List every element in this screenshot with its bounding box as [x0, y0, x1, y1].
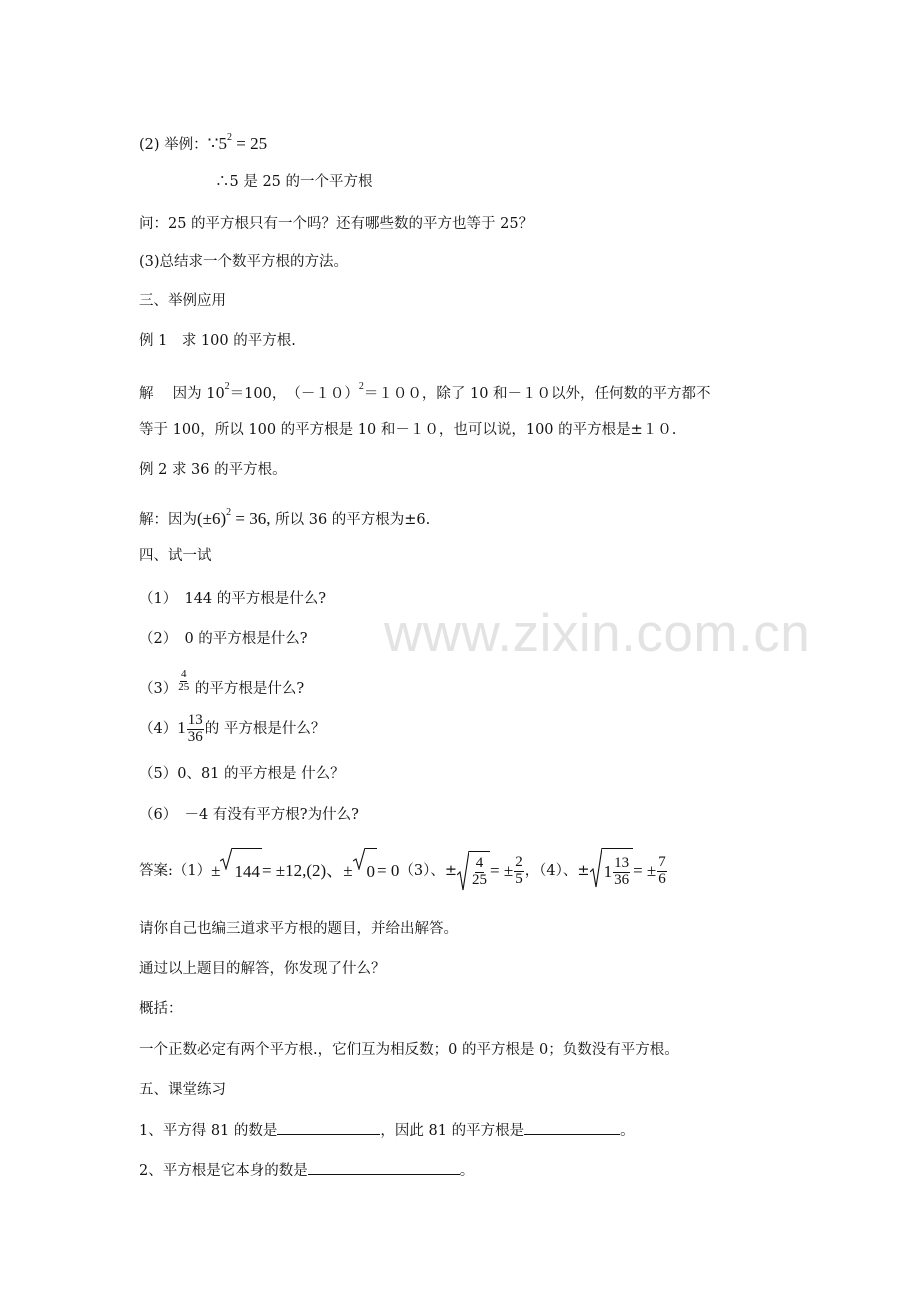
fraction-numerator: 7	[658, 853, 666, 870]
sol-part-2: ＝100， （－１０）	[229, 386, 359, 402]
exponent: 2	[226, 132, 232, 143]
radical-sign-icon	[590, 848, 602, 888]
ex2-sol-suffix: 所以 36 的平方根为±6.	[270, 512, 431, 528]
question-line: 问：25 的平方根只有一个吗？还有哪些数的平方也等于 25？	[139, 216, 534, 232]
answer-4-value	[657, 855, 667, 888]
fraction-denominator: 36	[614, 871, 630, 888]
radicand-fraction	[613, 856, 630, 889]
answer-part-4: ，（4）、±	[524, 863, 590, 879]
answer-eq-3: = ±	[490, 861, 514, 880]
practice-1	[139, 1120, 635, 1141]
sol-sup-2: 2	[358, 381, 364, 392]
fraction-denominator: 25	[472, 871, 488, 888]
section-3-title: 三、举例应用	[139, 293, 226, 309]
practice-1-text-c: 。	[620, 1123, 635, 1139]
ex2-sol-prefix: 解：因为	[139, 512, 197, 528]
exercise-4-whole: 1	[177, 718, 186, 737]
exercise-1: （1） 144 的平方根是什么?	[139, 591, 327, 607]
answer-eq-2: = 0	[377, 861, 400, 880]
sqrt-1-13-36	[590, 848, 634, 894]
practice-2-text-b: 。	[459, 1163, 475, 1179]
answer-eq-1: = ±12,(2)、±	[261, 861, 353, 880]
fraction-numerator: 4	[475, 854, 484, 871]
exercise-5: （5）0、81 的平方根是 什么？	[139, 766, 345, 782]
generalize-title: 概括：	[139, 1001, 183, 1017]
radical-sign-icon	[457, 851, 469, 891]
exercise-3-label: （3）	[139, 681, 178, 697]
example-2-title: 例 2 求 36 的平方根。	[139, 462, 287, 478]
answer-eq-4: = ±	[633, 861, 657, 880]
exercise-6: （6） －4 有没有平方根?为什么?	[139, 807, 359, 823]
answer-3-value	[514, 855, 524, 888]
radicand	[469, 851, 490, 891]
sqrt-144	[220, 848, 262, 894]
answer-part-3: （3）、±	[399, 863, 458, 879]
sol-part-1: 解 因为 10	[139, 386, 225, 402]
answer-blank-2[interactable]	[524, 1120, 620, 1135]
base-number: 5	[218, 134, 227, 153]
exercise-4-fraction	[187, 713, 204, 746]
radicand: 144	[232, 848, 262, 894]
practice-2	[139, 1160, 474, 1181]
fraction-numerator: 13	[187, 711, 203, 728]
radicand	[602, 848, 634, 894]
exercise-3-fraction	[178, 669, 189, 693]
radicand-whole: 1	[603, 862, 613, 881]
sol-sup-1: 2	[224, 381, 230, 392]
answer-blank-3[interactable]	[308, 1160, 460, 1175]
practice-1-text-b: ，因此 81 的平方根是	[380, 1123, 525, 1139]
watermark: www.zixin.com.cn	[384, 604, 811, 663]
example-intro-prefix: (2) 举例：	[139, 137, 208, 153]
radicand: 0	[365, 848, 378, 894]
radical-sign-icon	[220, 848, 232, 870]
answers-line	[139, 848, 668, 894]
fraction-denominator: 25	[178, 680, 190, 693]
fraction-numerator: 4	[180, 668, 187, 680]
because-symbol: ∵	[207, 134, 219, 153]
practice-1-text-a: 1、平方得 81 的数是	[139, 1123, 278, 1139]
equals-25: = 25	[231, 134, 268, 153]
section-4-title: 四、试一试	[139, 548, 212, 564]
example-1-solution-line-1	[139, 377, 711, 404]
exercise-3-text: 的平方根是什么?	[190, 681, 305, 697]
radical-sign-icon	[353, 848, 365, 870]
prompt-self: 请你自己也编三道求平方根的题目，并给出解答。	[139, 921, 458, 937]
fraction-numerator: 2	[515, 853, 523, 870]
fraction-denominator: 5	[515, 870, 523, 887]
exercise-4-text: 的 平方根是什么？	[204, 721, 326, 737]
sqrt-0	[353, 848, 378, 894]
practice-2-text-a: 2、平方根是它本身的数是	[139, 1163, 308, 1179]
sqrt-4-25	[457, 851, 490, 891]
exercise-4	[139, 708, 325, 749]
exercise-4-label: （4）	[139, 721, 178, 737]
exercise-2: （2） 0 的平方根是什么?	[139, 631, 308, 647]
ex2-sol-math-2: = 36,	[231, 509, 271, 528]
therefore-line: ∴5 是 25 的一个平方根	[215, 174, 373, 190]
answers-label: 答案:（1）	[139, 863, 212, 879]
example-intro-line	[139, 128, 267, 155]
ex2-sol-math: (±6)	[197, 509, 227, 528]
ex2-sol-sup: 2	[226, 507, 232, 518]
radicand-fraction	[472, 856, 487, 889]
fraction-numerator: 13	[614, 854, 630, 871]
exercise-3	[139, 664, 304, 702]
fraction-denominator: 6	[658, 870, 666, 887]
example-2-solution	[139, 503, 430, 530]
section-5-title: 五、课堂练习	[139, 1082, 226, 1098]
summary-line: (3)总结求一个数平方根的方法。	[139, 254, 349, 270]
example-1-title: 例 1 求 100 的平方根.	[139, 333, 296, 349]
plus-minus: ±	[211, 861, 221, 880]
answer-blank-1[interactable]	[277, 1120, 380, 1135]
sol-part-3: ＝１００，除了 10 和－１０以外，任何数的平方都不	[363, 386, 711, 402]
fraction-denominator: 36	[187, 728, 203, 745]
example-1-solution-line-2: 等于 100，所以 100 的平方根是 10 和－１０，也可以说，100 的平方根是±１０.	[139, 422, 677, 438]
prompt-discover: 通过以上题目的解答，你发现了什么？	[139, 961, 386, 977]
generalize-text: 一个正数必定有两个平方根.，它们互为相反数；0 的平方根是 0；负数没有平方根。	[139, 1042, 679, 1058]
